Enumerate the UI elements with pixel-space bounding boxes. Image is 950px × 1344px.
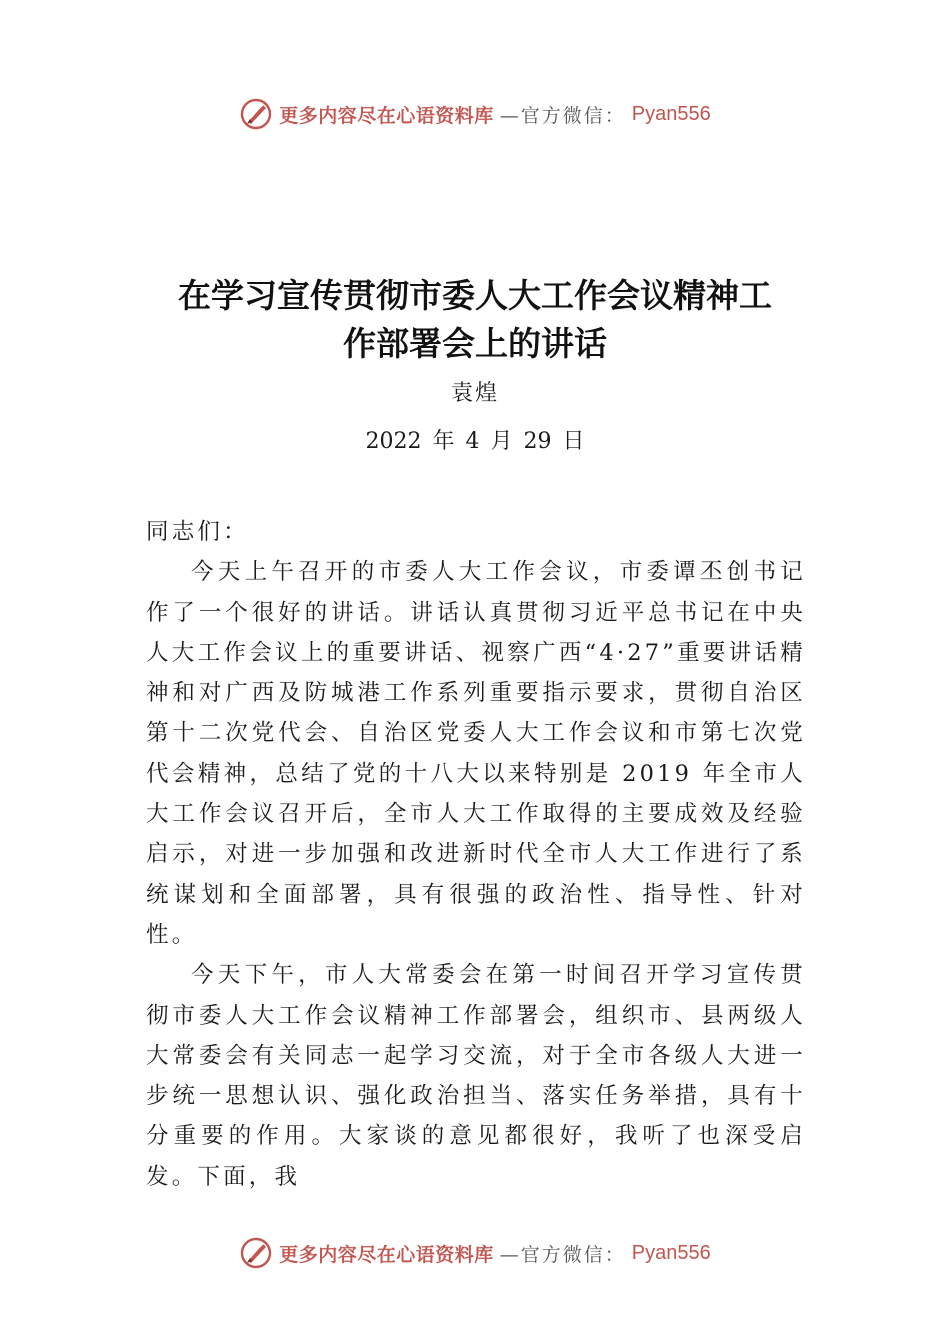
title-line-2: 作部署会上的讲话: [343, 324, 607, 363]
document-title: [120, 272, 830, 368]
footer-watermark: [0, 1233, 950, 1273]
paragraph-1: 今天上午召开的市委人大工作会议，市委谭丕创书记作了一个很好的讲话。讲话认真贯彻习近平总书记在中央人大工作会议上的重要讲话、视察广西“4·27”重要讲话精神和对广西及防城港工作系列重要指示要求，贯彻自治区第十二次党代会、自治区党委人大工作会议和市第七次党代会精神，总结了党的十八大以来特别是 2019 年全市人大工作会议召开后，全市人大工作取得的主要成效及经验启示，对进一步加强和改进新时代全市人大工作进行了系统谋划和全面部署，具有很强的政治性、指导性、针对性。: [146, 559, 806, 948]
quill-logo-icon: [239, 1236, 273, 1270]
title-line-1: 在学习宣传贯彻市委人大工作会议精神工: [178, 276, 772, 315]
document-body: [146, 512, 806, 1197]
watermark-brand-text: 更多内容尽在心语资料库: [279, 104, 494, 127]
quill-logo-icon: [239, 97, 273, 131]
document-date: 2022 年 4 月 29 日: [365, 429, 585, 454]
salutation: 同志们：: [146, 519, 249, 545]
watermark-wechat-label: —官方微信：: [499, 1243, 626, 1266]
watermark-wechat-id: Pyan556: [631, 102, 711, 125]
document-author: 袁煌: [450, 381, 499, 406]
watermark-wechat-id: Pyan556: [631, 1241, 711, 1264]
paragraph-2: 今天下午，市人大常委会在第一时间召开学习宣传贯彻市委人大工作会议精神工作部署会，组织市、县两级人大常委会有关同志一起学习交流，对于全市各级人大进一步统一思想认识、强化政治担当、落实任务举措，具有十分重要的作用。大家谈的意见都很好，我听了也深受启发。下面，我: [146, 962, 806, 1190]
header-watermark: [0, 94, 950, 134]
watermark-wechat-label: —官方微信：: [499, 104, 626, 127]
watermark-brand-text: 更多内容尽在心语资料库: [279, 1243, 494, 1266]
